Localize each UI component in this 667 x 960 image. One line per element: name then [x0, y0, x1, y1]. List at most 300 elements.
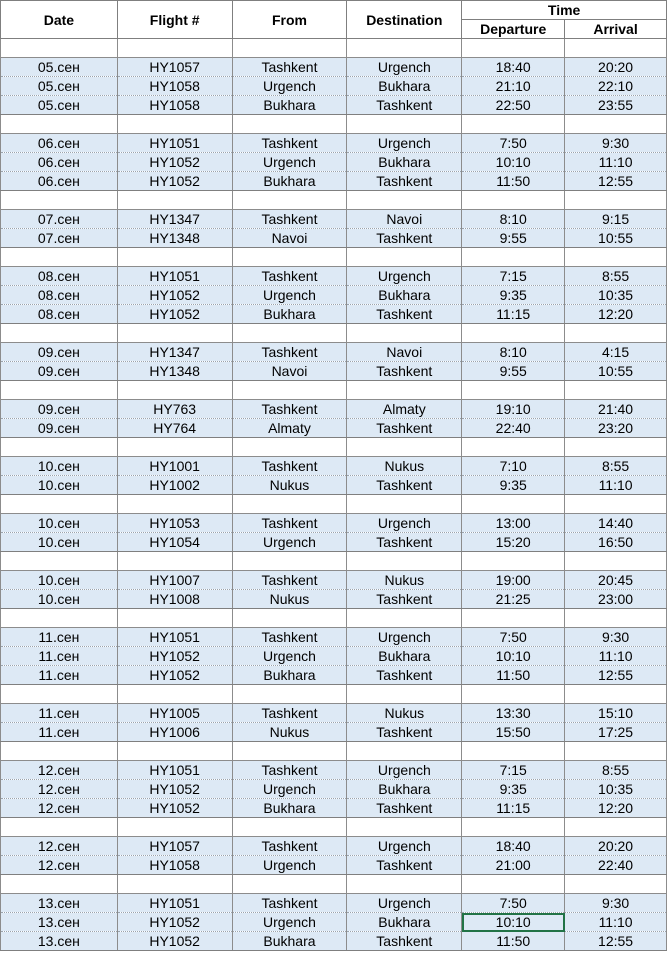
date-cell[interactable]: 05.сен — [1, 58, 118, 77]
empty-cell[interactable] — [232, 495, 347, 514]
from-cell[interactable]: Navoi — [232, 229, 347, 248]
destination-cell[interactable]: Urgench — [347, 628, 462, 647]
empty-cell[interactable] — [232, 115, 347, 134]
departure-cell[interactable]: 9:35 — [462, 286, 565, 305]
arrival-cell[interactable]: 9:30 — [565, 134, 667, 153]
empty-cell[interactable] — [565, 39, 667, 58]
date-cell[interactable]: 05.сен — [1, 77, 118, 96]
arrival-cell[interactable]: 10:55 — [565, 362, 667, 381]
flight-cell[interactable]: HY1348 — [117, 229, 232, 248]
arrival-cell[interactable]: 12:55 — [565, 172, 667, 191]
departure-cell[interactable]: 22:50 — [462, 96, 565, 115]
destination-cell[interactable]: Navoi — [347, 343, 462, 362]
empty-cell[interactable] — [1, 818, 118, 837]
destination-cell[interactable]: Tashkent — [347, 96, 462, 115]
from-cell[interactable]: Urgench — [232, 77, 347, 96]
header-departure[interactable]: Departure — [462, 20, 565, 39]
from-cell[interactable]: Tashkent — [232, 514, 347, 533]
table-row — [1, 96, 667, 115]
flight-cell[interactable]: HY1052 — [117, 286, 232, 305]
destination-cell[interactable]: Urgench — [347, 134, 462, 153]
empty-cell[interactable] — [1, 248, 118, 267]
from-cell[interactable]: Bukhara — [232, 799, 347, 818]
flight-cell[interactable]: HY1052 — [117, 172, 232, 191]
arrival-cell[interactable]: 10:35 — [565, 780, 667, 799]
flight-cell[interactable]: HY1054 — [117, 533, 232, 552]
empty-cell[interactable] — [232, 438, 347, 457]
flight-cell[interactable]: HY1006 — [117, 723, 232, 742]
arrival-cell[interactable]: 23:55 — [565, 96, 667, 115]
empty-cell[interactable] — [565, 324, 667, 343]
departure-cell[interactable]: 15:20 — [462, 533, 565, 552]
empty-cell[interactable] — [347, 742, 462, 761]
table-row — [1, 305, 667, 324]
empty-cell[interactable] — [565, 495, 667, 514]
empty-cell[interactable] — [347, 438, 462, 457]
departure-cell[interactable]: 9:55 — [462, 229, 565, 248]
empty-cell[interactable] — [117, 248, 232, 267]
arrival-cell[interactable]: 16:50 — [565, 533, 667, 552]
table-row — [1, 799, 667, 818]
empty-cell[interactable] — [565, 685, 667, 704]
date-cell[interactable]: 07.сен — [1, 210, 118, 229]
destination-cell[interactable]: Urgench — [347, 514, 462, 533]
empty-cell[interactable] — [347, 685, 462, 704]
date-cell[interactable]: 06.сен — [1, 134, 118, 153]
empty-cell[interactable] — [1, 609, 118, 628]
departure-cell[interactable]: 15:50 — [462, 723, 565, 742]
date-cell[interactable]: 10.сен — [1, 476, 118, 495]
arrival-cell[interactable]: 12:20 — [565, 305, 667, 324]
from-cell[interactable]: Tashkent — [232, 400, 347, 419]
empty-cell[interactable] — [117, 381, 232, 400]
departure-cell[interactable]: 11:50 — [462, 666, 565, 685]
empty-cell[interactable] — [347, 248, 462, 267]
empty-cell[interactable] — [462, 381, 565, 400]
arrival-cell[interactable]: 9:30 — [565, 894, 667, 913]
departure-cell[interactable]: 7:10 — [462, 457, 565, 476]
from-cell[interactable]: Nukus — [232, 590, 347, 609]
destination-cell[interactable]: Tashkent — [347, 799, 462, 818]
departure-cell[interactable]: 9:35 — [462, 780, 565, 799]
from-cell[interactable]: Urgench — [232, 647, 347, 666]
from-cell[interactable]: Urgench — [232, 856, 347, 875]
empty-cell[interactable] — [462, 818, 565, 837]
flight-cell[interactable]: HY1051 — [117, 894, 232, 913]
empty-cell[interactable] — [462, 875, 565, 894]
empty-cell[interactable] — [1, 495, 118, 514]
header-arrival[interactable]: Arrival — [565, 20, 667, 39]
flight-cell[interactable]: HY1002 — [117, 476, 232, 495]
arrival-cell[interactable]: 21:40 — [565, 400, 667, 419]
flight-cell[interactable]: HY1347 — [117, 210, 232, 229]
empty-cell[interactable] — [232, 685, 347, 704]
date-cell[interactable]: 11.сен — [1, 647, 118, 666]
empty-cell[interactable] — [232, 818, 347, 837]
destination-cell[interactable]: Tashkent — [347, 476, 462, 495]
destination-cell[interactable]: Bukhara — [347, 780, 462, 799]
destination-cell[interactable]: Navoi — [347, 210, 462, 229]
date-cell[interactable]: 10.сен — [1, 590, 118, 609]
date-cell[interactable]: 05.сен — [1, 96, 118, 115]
from-cell[interactable]: Tashkent — [232, 343, 347, 362]
date-cell[interactable]: 09.сен — [1, 400, 118, 419]
flight-cell[interactable]: HY1052 — [117, 153, 232, 172]
departure-cell[interactable]: 13:30 — [462, 704, 565, 723]
empty-cell[interactable] — [117, 495, 232, 514]
empty-cell[interactable] — [347, 552, 462, 571]
date-cell[interactable]: 13.сен — [1, 913, 118, 932]
arrival-cell[interactable]: 11:10 — [565, 647, 667, 666]
spacer-row — [1, 742, 667, 761]
header-date[interactable]: Date — [1, 1, 118, 39]
date-cell[interactable]: 06.сен — [1, 172, 118, 191]
arrival-cell[interactable]: 11:10 — [565, 913, 667, 932]
date-cell[interactable]: 10.сен — [1, 457, 118, 476]
empty-cell[interactable] — [462, 742, 565, 761]
date-cell[interactable]: 12.сен — [1, 799, 118, 818]
spacer-row — [1, 685, 667, 704]
departure-cell[interactable]: 19:00 — [462, 571, 565, 590]
empty-cell[interactable] — [347, 115, 462, 134]
empty-cell[interactable] — [1, 115, 118, 134]
empty-cell[interactable] — [117, 609, 232, 628]
empty-cell[interactable] — [1, 324, 118, 343]
empty-cell[interactable] — [462, 685, 565, 704]
empty-cell[interactable] — [347, 381, 462, 400]
flight-cell[interactable]: HY1052 — [117, 780, 232, 799]
empty-cell[interactable] — [565, 438, 667, 457]
departure-cell[interactable]: 10:10 — [462, 153, 565, 172]
empty-cell[interactable] — [117, 742, 232, 761]
date-cell[interactable]: 10.сен — [1, 571, 118, 590]
departure-cell[interactable]: 10:10 — [462, 647, 565, 666]
empty-cell[interactable] — [462, 495, 565, 514]
departure-cell[interactable]: 9:35 — [462, 476, 565, 495]
arrival-cell[interactable]: 23:20 — [565, 419, 667, 438]
departure-cell[interactable]: 11:50 — [462, 172, 565, 191]
empty-cell[interactable] — [462, 552, 565, 571]
empty-cell[interactable] — [232, 39, 347, 58]
from-cell[interactable]: Tashkent — [232, 894, 347, 913]
flight-cell[interactable]: HY1052 — [117, 305, 232, 324]
flight-cell[interactable]: HY764 — [117, 419, 232, 438]
empty-cell[interactable] — [232, 381, 347, 400]
from-cell[interactable]: Tashkent — [232, 210, 347, 229]
flight-cell[interactable]: HY1051 — [117, 134, 232, 153]
from-cell[interactable]: Nukus — [232, 476, 347, 495]
empty-cell[interactable] — [117, 438, 232, 457]
departure-cell[interactable]: 10:10 — [462, 913, 565, 932]
departure-cell[interactable]: 22:40 — [462, 419, 565, 438]
from-cell[interactable]: Bukhara — [232, 932, 347, 951]
destination-cell[interactable]: Bukhara — [347, 647, 462, 666]
destination-cell[interactable]: Urgench — [347, 761, 462, 780]
empty-cell[interactable] — [232, 609, 347, 628]
from-cell[interactable]: Bukhara — [232, 305, 347, 324]
from-cell[interactable]: Tashkent — [232, 704, 347, 723]
from-cell[interactable]: Bukhara — [232, 172, 347, 191]
flight-cell[interactable]: HY1347 — [117, 343, 232, 362]
flight-cell[interactable]: HY1052 — [117, 913, 232, 932]
departure-cell[interactable]: 7:15 — [462, 761, 565, 780]
header-destination[interactable]: Destination — [347, 1, 462, 39]
flight-cell[interactable]: HY1052 — [117, 799, 232, 818]
empty-cell[interactable] — [347, 495, 462, 514]
flight-cell[interactable]: HY1057 — [117, 58, 232, 77]
empty-cell[interactable] — [117, 685, 232, 704]
flight-cell[interactable]: HY1058 — [117, 96, 232, 115]
empty-cell[interactable] — [232, 552, 347, 571]
flight-cell[interactable]: HY1058 — [117, 856, 232, 875]
destination-cell[interactable]: Bukhara — [347, 77, 462, 96]
arrival-cell[interactable]: 12:20 — [565, 799, 667, 818]
flight-cell[interactable]: HY1005 — [117, 704, 232, 723]
from-cell[interactable]: Bukhara — [232, 96, 347, 115]
arrival-cell[interactable]: 9:15 — [565, 210, 667, 229]
from-cell[interactable]: Urgench — [232, 153, 347, 172]
destination-cell[interactable]: Almaty — [347, 400, 462, 419]
destination-cell[interactable]: Urgench — [347, 894, 462, 913]
arrival-cell[interactable]: 4:15 — [565, 343, 667, 362]
departure-cell[interactable]: 7:50 — [462, 628, 565, 647]
date-cell[interactable]: 13.сен — [1, 894, 118, 913]
arrival-cell[interactable]: 10:35 — [565, 286, 667, 305]
departure-cell[interactable]: 8:10 — [462, 210, 565, 229]
empty-cell[interactable] — [347, 818, 462, 837]
departure-cell[interactable]: 19:10 — [462, 400, 565, 419]
empty-cell[interactable] — [347, 609, 462, 628]
arrival-cell[interactable]: 12:55 — [565, 932, 667, 951]
destination-cell[interactable]: Tashkent — [347, 305, 462, 324]
destination-cell[interactable]: Urgench — [347, 267, 462, 286]
arrival-cell[interactable]: 20:20 — [565, 58, 667, 77]
from-cell[interactable]: Tashkent — [232, 58, 347, 77]
departure-cell[interactable]: 21:10 — [462, 77, 565, 96]
flight-cell[interactable]: HY1052 — [117, 666, 232, 685]
empty-cell[interactable] — [565, 875, 667, 894]
flight-cell[interactable]: HY1001 — [117, 457, 232, 476]
flight-cell[interactable]: HY1053 — [117, 514, 232, 533]
departure-cell[interactable]: 7:15 — [462, 267, 565, 286]
empty-cell[interactable] — [117, 552, 232, 571]
date-cell[interactable]: 12.сен — [1, 856, 118, 875]
departure-cell[interactable]: 7:50 — [462, 134, 565, 153]
date-cell[interactable]: 08.сен — [1, 267, 118, 286]
from-cell[interactable]: Tashkent — [232, 571, 347, 590]
empty-cell[interactable] — [565, 552, 667, 571]
destination-cell[interactable]: Tashkent — [347, 172, 462, 191]
date-cell[interactable]: 11.сен — [1, 628, 118, 647]
empty-cell[interactable] — [232, 248, 347, 267]
empty-cell[interactable] — [462, 191, 565, 210]
destination-cell[interactable]: Nukus — [347, 457, 462, 476]
empty-cell[interactable] — [565, 818, 667, 837]
destination-cell[interactable]: Tashkent — [347, 419, 462, 438]
arrival-cell[interactable]: 20:45 — [565, 571, 667, 590]
flight-cell[interactable]: HY1008 — [117, 590, 232, 609]
date-cell[interactable]: 07.сен — [1, 229, 118, 248]
arrival-cell[interactable]: 11:10 — [565, 153, 667, 172]
departure-cell[interactable]: 18:40 — [462, 58, 565, 77]
departure-cell[interactable]: 11:50 — [462, 932, 565, 951]
from-cell[interactable]: Tashkent — [232, 267, 347, 286]
empty-cell[interactable] — [565, 381, 667, 400]
arrival-cell[interactable]: 12:55 — [565, 666, 667, 685]
empty-cell[interactable] — [565, 609, 667, 628]
empty-cell[interactable] — [117, 875, 232, 894]
arrival-cell[interactable]: 20:20 — [565, 837, 667, 856]
from-cell[interactable]: Urgench — [232, 533, 347, 552]
date-cell[interactable]: 11.сен — [1, 704, 118, 723]
empty-cell[interactable] — [462, 609, 565, 628]
date-cell[interactable]: 09.сен — [1, 343, 118, 362]
date-cell[interactable]: 08.сен — [1, 286, 118, 305]
date-cell[interactable]: 11.сен — [1, 666, 118, 685]
from-cell[interactable]: Nukus — [232, 723, 347, 742]
empty-cell[interactable] — [117, 818, 232, 837]
empty-cell[interactable] — [462, 248, 565, 267]
destination-cell[interactable]: Tashkent — [347, 723, 462, 742]
empty-cell[interactable] — [462, 39, 565, 58]
arrival-cell[interactable]: 22:40 — [565, 856, 667, 875]
destination-cell[interactable]: Tashkent — [347, 533, 462, 552]
empty-cell[interactable] — [1, 685, 118, 704]
from-cell[interactable]: Urgench — [232, 913, 347, 932]
departure-cell[interactable]: 11:15 — [462, 799, 565, 818]
from-cell[interactable]: Navoi — [232, 362, 347, 381]
empty-cell[interactable] — [565, 248, 667, 267]
date-cell[interactable]: 13.сен — [1, 932, 118, 951]
empty-cell[interactable] — [232, 191, 347, 210]
arrival-cell[interactable]: 10:55 — [565, 229, 667, 248]
destination-cell[interactable]: Tashkent — [347, 362, 462, 381]
destination-cell[interactable]: Bukhara — [347, 153, 462, 172]
empty-cell[interactable] — [347, 875, 462, 894]
departure-cell[interactable]: 7:50 — [462, 894, 565, 913]
flight-cell[interactable]: HY1052 — [117, 647, 232, 666]
date-cell[interactable]: 09.сен — [1, 362, 118, 381]
arrival-cell[interactable]: 15:10 — [565, 704, 667, 723]
destination-cell[interactable]: Tashkent — [347, 590, 462, 609]
from-cell[interactable]: Tashkent — [232, 837, 347, 856]
date-cell[interactable]: 10.сен — [1, 514, 118, 533]
empty-cell[interactable] — [462, 115, 565, 134]
arrival-cell[interactable]: 11:10 — [565, 476, 667, 495]
from-cell[interactable]: Almaty — [232, 419, 347, 438]
from-cell[interactable]: Bukhara — [232, 666, 347, 685]
empty-cell[interactable] — [117, 39, 232, 58]
empty-cell[interactable] — [117, 115, 232, 134]
from-cell[interactable]: Tashkent — [232, 457, 347, 476]
empty-cell[interactable] — [1, 552, 118, 571]
departure-cell[interactable]: 11:15 — [462, 305, 565, 324]
arrival-cell[interactable]: 23:00 — [565, 590, 667, 609]
empty-cell[interactable] — [1, 742, 118, 761]
flight-cell[interactable]: HY1057 — [117, 837, 232, 856]
from-cell[interactable]: Tashkent — [232, 761, 347, 780]
departure-cell[interactable]: 8:10 — [462, 343, 565, 362]
arrival-cell[interactable]: 8:55 — [565, 457, 667, 476]
date-cell[interactable]: 09.сен — [1, 419, 118, 438]
arrival-cell[interactable]: 14:40 — [565, 514, 667, 533]
header-time[interactable]: Time — [462, 1, 667, 20]
flight-cell[interactable]: HY763 — [117, 400, 232, 419]
destination-cell[interactable]: Tashkent — [347, 932, 462, 951]
empty-cell[interactable] — [1, 875, 118, 894]
empty-cell[interactable] — [565, 742, 667, 761]
empty-cell[interactable] — [462, 438, 565, 457]
destination-cell[interactable]: Urgench — [347, 837, 462, 856]
empty-cell[interactable] — [565, 191, 667, 210]
date-cell[interactable]: 11.сен — [1, 723, 118, 742]
empty-cell[interactable] — [232, 742, 347, 761]
arrival-cell[interactable]: 17:25 — [565, 723, 667, 742]
from-cell[interactable]: Tashkent — [232, 134, 347, 153]
destination-cell[interactable]: Bukhara — [347, 913, 462, 932]
destination-cell[interactable]: Tashkent — [347, 229, 462, 248]
empty-cell[interactable] — [117, 191, 232, 210]
empty-cell[interactable] — [232, 324, 347, 343]
arrival-cell[interactable]: 8:55 — [565, 267, 667, 286]
date-cell[interactable]: 12.сен — [1, 761, 118, 780]
arrival-cell[interactable]: 22:10 — [565, 77, 667, 96]
flight-cell[interactable]: HY1051 — [117, 761, 232, 780]
date-cell[interactable]: 12.сен — [1, 837, 118, 856]
header-flight[interactable]: Flight # — [117, 1, 232, 39]
empty-cell[interactable] — [462, 324, 565, 343]
arrival-cell[interactable]: 8:55 — [565, 761, 667, 780]
empty-cell[interactable] — [1, 381, 118, 400]
destination-cell[interactable]: Tashkent — [347, 666, 462, 685]
flight-cell[interactable]: HY1058 — [117, 77, 232, 96]
flight-cell[interactable]: HY1052 — [117, 932, 232, 951]
date-cell[interactable]: 10.сен — [1, 533, 118, 552]
flight-cell[interactable]: HY1348 — [117, 362, 232, 381]
departure-cell[interactable]: 18:40 — [462, 837, 565, 856]
empty-cell[interactable] — [565, 115, 667, 134]
from-cell[interactable]: Urgench — [232, 780, 347, 799]
departure-cell[interactable]: 21:25 — [462, 590, 565, 609]
destination-cell[interactable]: Bukhara — [347, 286, 462, 305]
destination-cell[interactable]: Tashkent — [347, 856, 462, 875]
destination-cell[interactable]: Nukus — [347, 571, 462, 590]
arrival-cell[interactable]: 9:30 — [565, 628, 667, 647]
empty-cell[interactable] — [347, 324, 462, 343]
empty-cell[interactable] — [1, 438, 118, 457]
flight-cell[interactable]: HY1051 — [117, 628, 232, 647]
empty-cell[interactable] — [1, 39, 118, 58]
flight-cell[interactable]: HY1007 — [117, 571, 232, 590]
empty-cell[interactable] — [347, 39, 462, 58]
empty-cell[interactable] — [347, 191, 462, 210]
date-cell[interactable]: 08.сен — [1, 305, 118, 324]
departure-cell[interactable]: 21:00 — [462, 856, 565, 875]
empty-cell[interactable] — [232, 875, 347, 894]
date-cell[interactable]: 12.сен — [1, 780, 118, 799]
from-cell[interactable]: Tashkent — [232, 628, 347, 647]
from-cell[interactable]: Urgench — [232, 286, 347, 305]
empty-cell[interactable] — [1, 191, 118, 210]
flight-cell[interactable]: HY1051 — [117, 267, 232, 286]
departure-cell[interactable]: 9:55 — [462, 362, 565, 381]
departure-cell[interactable]: 13:00 — [462, 514, 565, 533]
destination-cell[interactable]: Urgench — [347, 58, 462, 77]
date-cell[interactable]: 06.сен — [1, 153, 118, 172]
destination-cell[interactable]: Nukus — [347, 704, 462, 723]
empty-cell[interactable] — [117, 324, 232, 343]
header-from[interactable]: From — [232, 1, 347, 39]
